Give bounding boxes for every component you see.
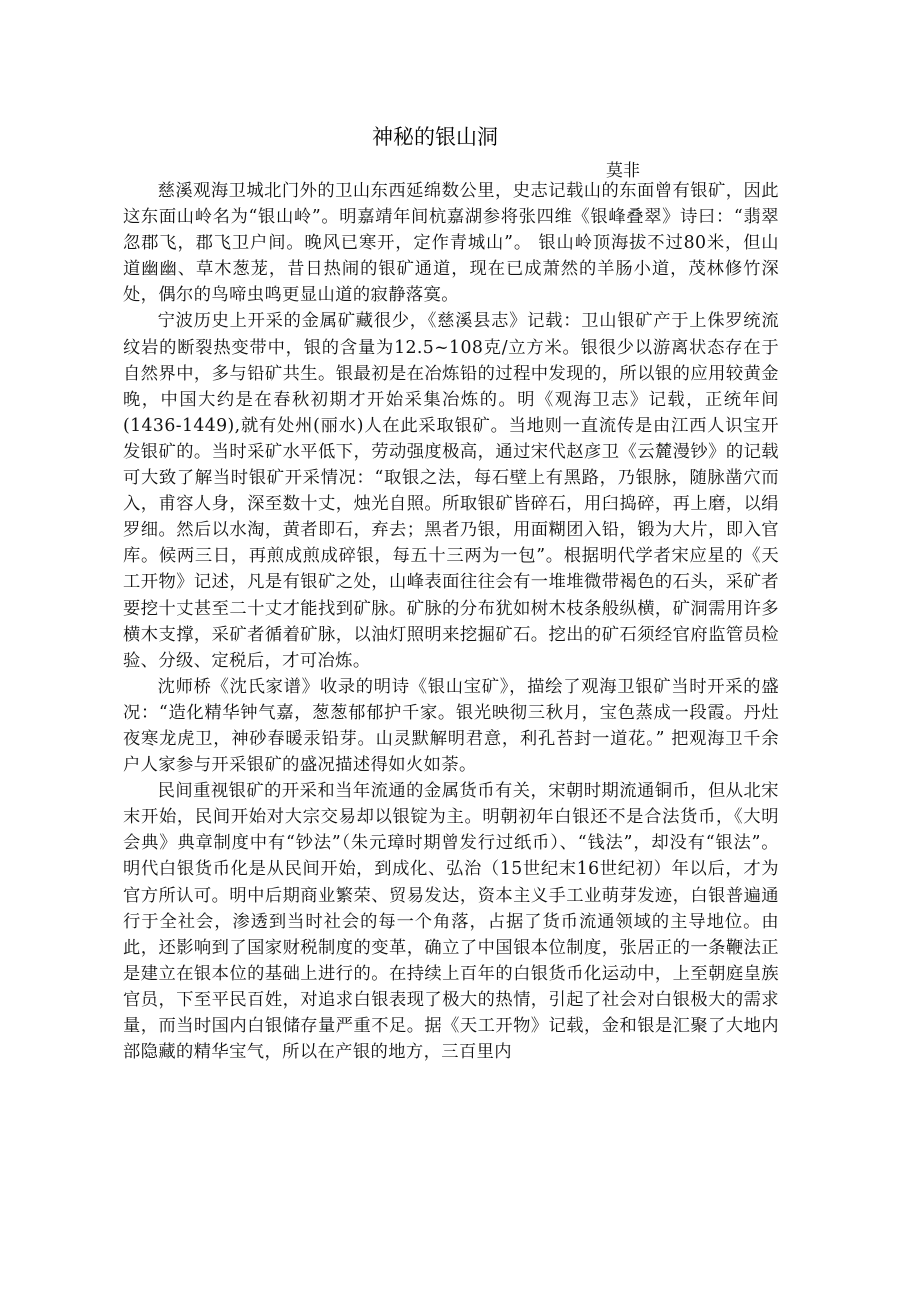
paragraph-1: 慈溪观海卫城北门外的卫山东西延绵数公里，史志记载山的东面曾有银矿，因此这东面山岭名为“银山岭”。明嘉靖年间杭嘉湖参将张四维《银峰叠翠》诗曰：“翡翠忽郡飞，郡飞卫户间。晚风已寒开，定作青城山”。 银山岭顶海拔不过80米，但山道幽幽、草木葱茏，昔日热闹的银矿通道，现在已成萧然的羊肠小道，茂林修竹深处，偶尔的鸟啼虫鸣更显山道的寂静落寞。 — [123, 181, 779, 306]
article-body — [123, 178, 779, 1065]
paragraph-3: 沈师桥《沈氏家谱》收录的明诗《银山宝矿》，描绘了观海卫银矿当时开采的盛况：“造化精华钟气嘉，葱葱郁郁护千家。银光映彻三秋月，宝色蒸成一段霞。丹灶夜寒龙虎卫，神砂春暖汞铅芽。山灵默解明君意，利孔苔封一道花。” 把观海卫千余户人家参与开采银矿的盛况描述得如火如荼。 — [123, 676, 779, 776]
paragraph-4: 民间重视银矿的开采和当年流通的金属货币有关，宋朝时期流通铜币，但从北宋末开始，民间开始对大宗交易却以银锭为主。明朝初年白银还不是合法货币，《大明会典》典章制度中有“钞法”（朱元璋时期曾发行过纸币）、“钱法”，却没有“银法”。 明代白银货币化是从民间开始，到成化、弘治（15世纪末16世纪初）年以后，才为官方所认可。明中后期商业繁荣、贸易发达，资本主义手工业萌芽发迹，白银普遍通行于全社会，渗透到当时社会的每一个角落，占据了货币流通领域的主导地位。由此，还影响到了国家财税制度的变革，确立了中国银本位制度，张居正的一条鞭法正是建立在银本位的基础上进行的。在持续上百年的白银货币化运动中，上至朝庭皇族官员，下至平民百姓，对追求白银表现了极大的热情，引起了社会对白银极大的需求量，而当时国内白银储存量严重不足。据《天工开物》记载，金和银是汇聚了大地内部隐藏的精华宝气，所以在产银的地方，三百里内 — [123, 781, 779, 1063]
article-author: 莫非 — [606, 161, 640, 181]
paragraph-2: 宁波历史上开采的金属矿藏很少，《慈溪县志》记载：卫山银矿产于上侏罗统流纹岩的断裂热变带中，银的含量为12.5~108克/立方米。银很少以游离状态存在于自然界中，多与铅矿共生。银最初是在冶炼铅的过程中发现的，所以银的应用较黄金晚，中国大约是在春秋初期才开始采集冶炼的。明《观海卫志》记载，正统年间(1436-1449),就有处州(丽水)人在此采取银矿。当地则一直流传是由江西人识宝开发银矿的。当时采矿水平低下，劳动强度极高，通过宋代赵彦卫《云麓漫钞》的记载可大致了解当时银矿开采情况：“取银之法，每石壁上有黑路，乃银脉，随脉凿穴而入，甫容人身，深至数十丈，烛光自照。所取银矿皆碎石，用臼捣碎，再上磨，以绢罗细。然后以水淘，黄者即石，弃去；黑者乃银，用面糊团入铅，锻为大片，即入官库。候两三日，再煎成煎成碎银，每五十三两为一包”。根据明代学者宋应星的《天工开物》记述，凡是有银矿之处，山峰表面往往会有一堆堆微带褐色的石头，采矿者要挖十丈甚至二十丈才能找到矿脉。矿脉的分布犹如树木枝条般纵横，矿洞需用许多横木支撑，采矿者循着矿脉，以油灯照明来挖掘矿石。挖出的矿石须经官府监管员检验、分级、定税后，才可冶炼。 — [123, 311, 779, 671]
article-title: 神秘的银山洞 — [372, 125, 498, 149]
